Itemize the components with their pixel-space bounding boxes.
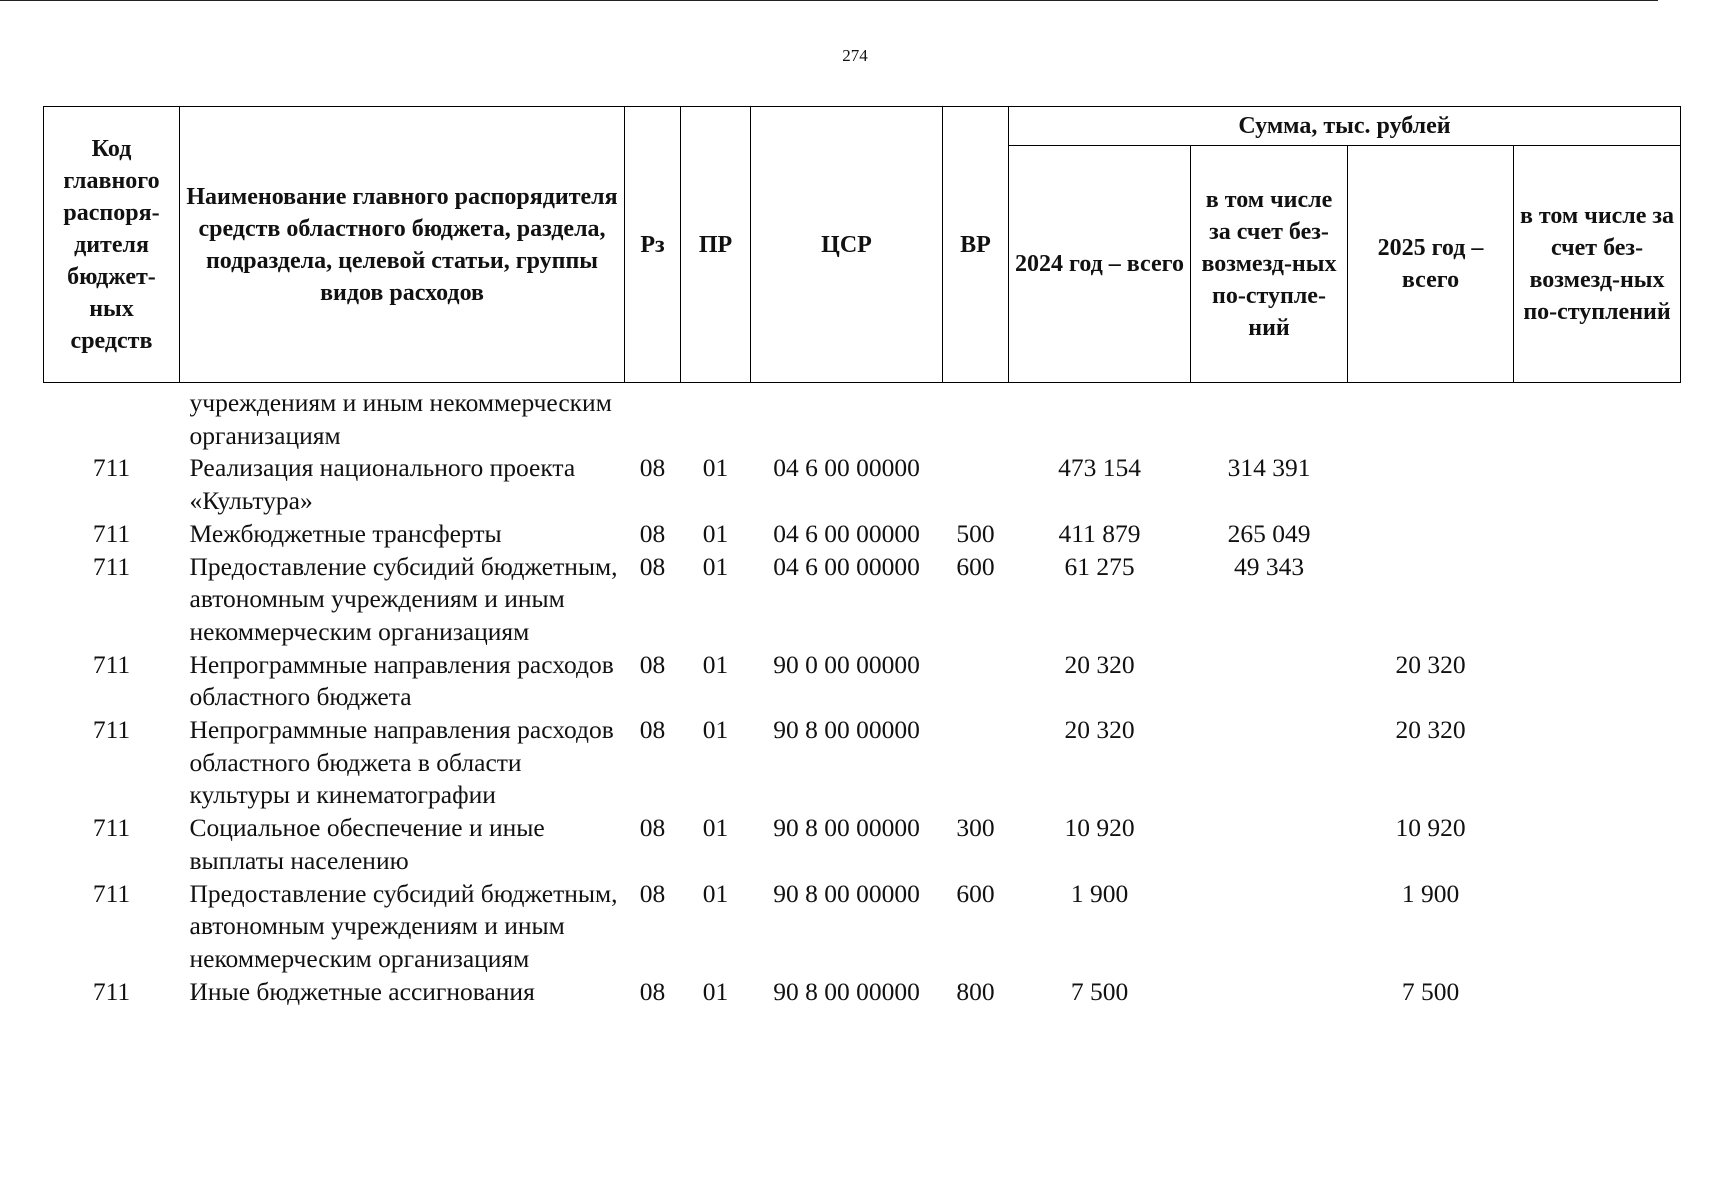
- row-vr: 500: [956, 518, 995, 548]
- row-pr: 01: [702, 976, 729, 1006]
- row-code: 711: [92, 813, 131, 843]
- row-name: Непрограммные направления расходов областного бюджета: [189, 649, 614, 712]
- row-vr: [943, 452, 1009, 517]
- row-pr: 01: [702, 453, 729, 483]
- row-pr: 01: [702, 551, 729, 581]
- row-sum-2024: 61 275: [1064, 551, 1135, 581]
- row-code: 711: [92, 715, 131, 745]
- row-rz: 08: [639, 453, 666, 483]
- row-csr: 90 0 00 00000: [773, 649, 920, 679]
- row-sum-2024-free: [1191, 812, 1348, 877]
- row-csr: 90 8 00 00000: [773, 976, 920, 1006]
- row-sum-2024: 473 154: [1058, 453, 1141, 483]
- table-body: [44, 383, 1681, 1009]
- row-code: [44, 383, 180, 453]
- table-row: [44, 649, 1681, 714]
- row-csr: 90 8 00 00000: [773, 813, 920, 843]
- row-sum-2025-free: [1514, 383, 1681, 453]
- top-rule: [0, 0, 1658, 1]
- row-name: Предоставление субсидий бюджетным, автономным учреждениям и иным некоммерческим организациям: [189, 878, 618, 973]
- row-name: Межбюджетные трансферты: [189, 518, 502, 548]
- table-row: [44, 976, 1681, 1009]
- row-sum-2024-free: [1191, 878, 1348, 976]
- row-sum-2025-free: [1514, 812, 1681, 877]
- table-row: [44, 518, 1681, 551]
- row-code: 711: [92, 551, 131, 581]
- row-rz: 08: [639, 976, 666, 1006]
- row-vr: 300: [956, 813, 995, 843]
- row-code: 711: [92, 453, 131, 483]
- header-2024-total: 2024 год – всего: [1009, 146, 1191, 383]
- row-name: Предоставление субсидий бюджетным, автономным учреждениям и иным некоммерческим организациям: [189, 551, 618, 646]
- row-sum-2024-free: [1191, 383, 1348, 453]
- row-sum-2024: 20 320: [1064, 649, 1135, 679]
- row-sum-2025: 7 500: [1401, 976, 1460, 1006]
- row-sum-2025: 1 900: [1401, 878, 1460, 908]
- row-sum-2024-free: [1191, 714, 1348, 812]
- row-csr: [751, 383, 943, 453]
- header-sum: Сумма, тыс. рублей: [1009, 107, 1681, 146]
- row-sum-2025: 20 320: [1395, 715, 1466, 745]
- row-pr: 01: [702, 878, 729, 908]
- row-pr: 01: [702, 649, 729, 679]
- row-rz: 08: [639, 813, 666, 843]
- row-sum-2025: 10 920: [1395, 813, 1466, 843]
- row-sum-2025: [1348, 383, 1514, 453]
- row-csr: 90 8 00 00000: [773, 715, 920, 745]
- row-sum-2025-free: [1514, 551, 1681, 649]
- row-rz: 08: [639, 649, 666, 679]
- row-sum-2024-free: 49 343: [1233, 551, 1305, 581]
- row-sum-2025-free: [1514, 518, 1681, 551]
- row-sum-2024-free: [1191, 649, 1348, 714]
- table-header: [44, 107, 1681, 383]
- table-row: [44, 812, 1681, 877]
- row-sum-2024-free: [1191, 976, 1348, 1009]
- header-2025-free: в том числе за счет без-возмезд-ных по-ступлений: [1514, 146, 1681, 383]
- row-csr: 90 8 00 00000: [773, 878, 920, 908]
- row-vr: [943, 383, 1009, 453]
- row-sum-2025-free: [1514, 976, 1681, 1009]
- row-vr: 600: [956, 551, 995, 581]
- row-vr: [943, 714, 1009, 812]
- row-sum-2024: [1009, 383, 1191, 453]
- header-code: Код главного распоря-дителя бюджет-ных средств: [44, 107, 180, 383]
- row-code: 711: [92, 976, 131, 1006]
- table-row: [44, 383, 1681, 453]
- row-code: 711: [92, 518, 131, 548]
- row-vr: [943, 649, 1009, 714]
- row-sum-2025: [1348, 452, 1514, 517]
- table-row: [44, 452, 1681, 517]
- row-rz: 08: [639, 518, 666, 548]
- header-name: Наименование главного распорядителя средств областного бюджета, раздела, подраздела, целевой статьи, группы видов расходов: [180, 107, 625, 383]
- row-sum-2024: 411 879: [1058, 518, 1141, 548]
- row-sum-2024: 1 900: [1070, 878, 1129, 908]
- row-sum-2025-free: [1514, 714, 1681, 812]
- row-vr: 800: [956, 976, 995, 1006]
- row-code: 711: [92, 649, 131, 679]
- row-sum-2024-free: 314 391: [1227, 453, 1311, 483]
- row-sum-2024: 7 500: [1070, 976, 1129, 1006]
- header-csr: ЦСР: [751, 107, 943, 383]
- row-sum-2025: 20 320: [1395, 649, 1466, 679]
- row-csr: 04 6 00 00000: [773, 551, 920, 581]
- row-pr: 01: [702, 813, 729, 843]
- row-sum-2025-free: [1514, 878, 1681, 976]
- row-pr: 01: [702, 715, 729, 745]
- header-2025-total: 2025 год – всего: [1348, 146, 1514, 383]
- row-vr: 600: [956, 878, 995, 908]
- row-name: Социальное обеспечение и иные выплаты населению: [189, 813, 545, 875]
- row-sum-2025-free: [1514, 649, 1681, 714]
- table-row: [44, 551, 1681, 649]
- row-sum-2025-free: [1514, 452, 1681, 517]
- row-name: Непрограммные направления расходов областного бюджета в области культуры и кинематографии: [189, 715, 614, 810]
- table-row: [44, 714, 1681, 812]
- row-csr: 04 6 00 00000: [773, 518, 920, 548]
- row-pr: [681, 383, 751, 453]
- row-pr: 01: [702, 518, 729, 548]
- table-row: [44, 878, 1681, 976]
- row-rz: [625, 383, 681, 453]
- row-sum-2024: 20 320: [1064, 715, 1135, 745]
- header-pr: ПР: [681, 107, 751, 383]
- row-name: учреждениям и иным некоммерческим организациям: [189, 388, 612, 450]
- row-sum-2024-free: 265 049: [1227, 518, 1311, 548]
- row-sum-2024: 10 920: [1064, 813, 1135, 843]
- row-rz: 08: [639, 715, 666, 745]
- row-name: Иные бюджетные ассигнования: [189, 976, 535, 1006]
- row-csr: 04 6 00 00000: [773, 453, 920, 483]
- header-2024-free: в том числе за счет без-возмезд-ных по-ступле-ний: [1191, 146, 1348, 383]
- header-vr: ВР: [943, 107, 1009, 383]
- budget-table: [43, 106, 1681, 1008]
- row-code: 711: [92, 878, 131, 908]
- header-rz: Рз: [625, 107, 681, 383]
- row-sum-2025: [1348, 518, 1514, 551]
- row-rz: 08: [639, 878, 666, 908]
- row-name: Реализация национального проекта «Культура»: [189, 453, 576, 516]
- row-rz: 08: [639, 551, 666, 581]
- page-number: 274: [842, 46, 868, 65]
- row-sum-2025: [1348, 551, 1514, 649]
